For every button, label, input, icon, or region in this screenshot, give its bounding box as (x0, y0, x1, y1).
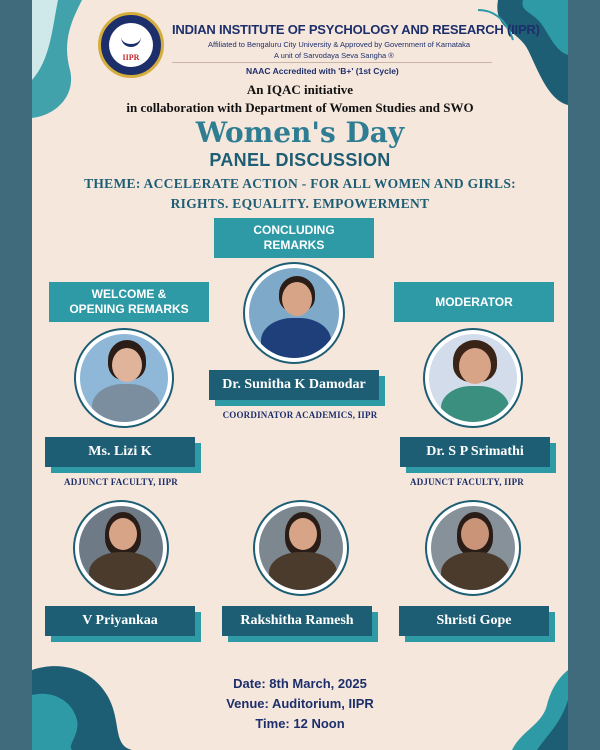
naac-accreditation: NAAC Accredited with 'B+' (1st Cycle) (246, 66, 399, 76)
panelist-photo-priyankaa (73, 500, 169, 596)
event-venue: Venue: Auditorium, IIPR (226, 696, 374, 711)
speaker-name-srimathi: Dr. S P Srimathi (400, 437, 550, 467)
event-date: Date: 8th March, 2025 (233, 676, 367, 691)
speaker-designation-srimathi: ADJUNCT FACULTY, IIPR (410, 477, 524, 487)
theme-line-2: RIGHTS. EQUALITY. EMPOWERMENT (170, 196, 430, 211)
theme-line-1: THEME: ACCELERATE ACTION - FOR ALL WOMEN AND GIRLS: (84, 176, 516, 191)
institute-unit: A unit of Sarvodaya Seva Sangha ® (274, 51, 394, 60)
panelist-name-priyankaa: V Priyankaa (45, 606, 195, 636)
role-welcome-remarks: WELCOME & OPENING REMARKS (49, 282, 209, 322)
institute-name: INDIAN INSTITUTE OF PSYCHOLOGY AND RESEARCH (IIPR) (172, 22, 540, 37)
initiative-line: An IQAC initiative (246, 82, 354, 97)
header-divider (172, 62, 492, 63)
speaker-designation-lizi: ADJUNCT FACULTY, IIPR (64, 477, 178, 487)
speaker-name-sunitha: Dr. Sunitha K Damodar (209, 370, 379, 400)
panelist-name-rakshitha: Rakshitha Ramesh (222, 606, 372, 636)
collaboration-line: in collaboration with Department of Women Studies and SWO (126, 100, 474, 115)
panel-discussion-title: PANEL DISCUSSION (209, 150, 391, 170)
panelist-photo-shristi (425, 500, 521, 596)
iipr-logo (98, 12, 164, 78)
theme-text (32, 174, 568, 214)
role-concluding-remarks: CONCLUDING REMARKS (214, 218, 374, 258)
speaker-name-lizi: Ms. Lizi K (45, 437, 195, 467)
speaker-photo-sunitha (243, 262, 345, 364)
event-poster (32, 0, 568, 750)
role-moderator: MODERATOR (394, 282, 554, 322)
panelist-photo-rakshitha (253, 500, 349, 596)
speaker-designation-sunitha: COORDINATOR ACADEMICS, IIPR (222, 410, 378, 420)
event-time: Time: 12 Noon (255, 716, 345, 731)
panelist-name-shristi: Shristi Gope (399, 606, 549, 636)
logo-text: IIPR (122, 53, 140, 62)
institute-affiliation: Affiliated to Bengaluru City University & Approved by Government of Karnataka (208, 40, 471, 49)
event-title: Women's Day (195, 116, 405, 149)
